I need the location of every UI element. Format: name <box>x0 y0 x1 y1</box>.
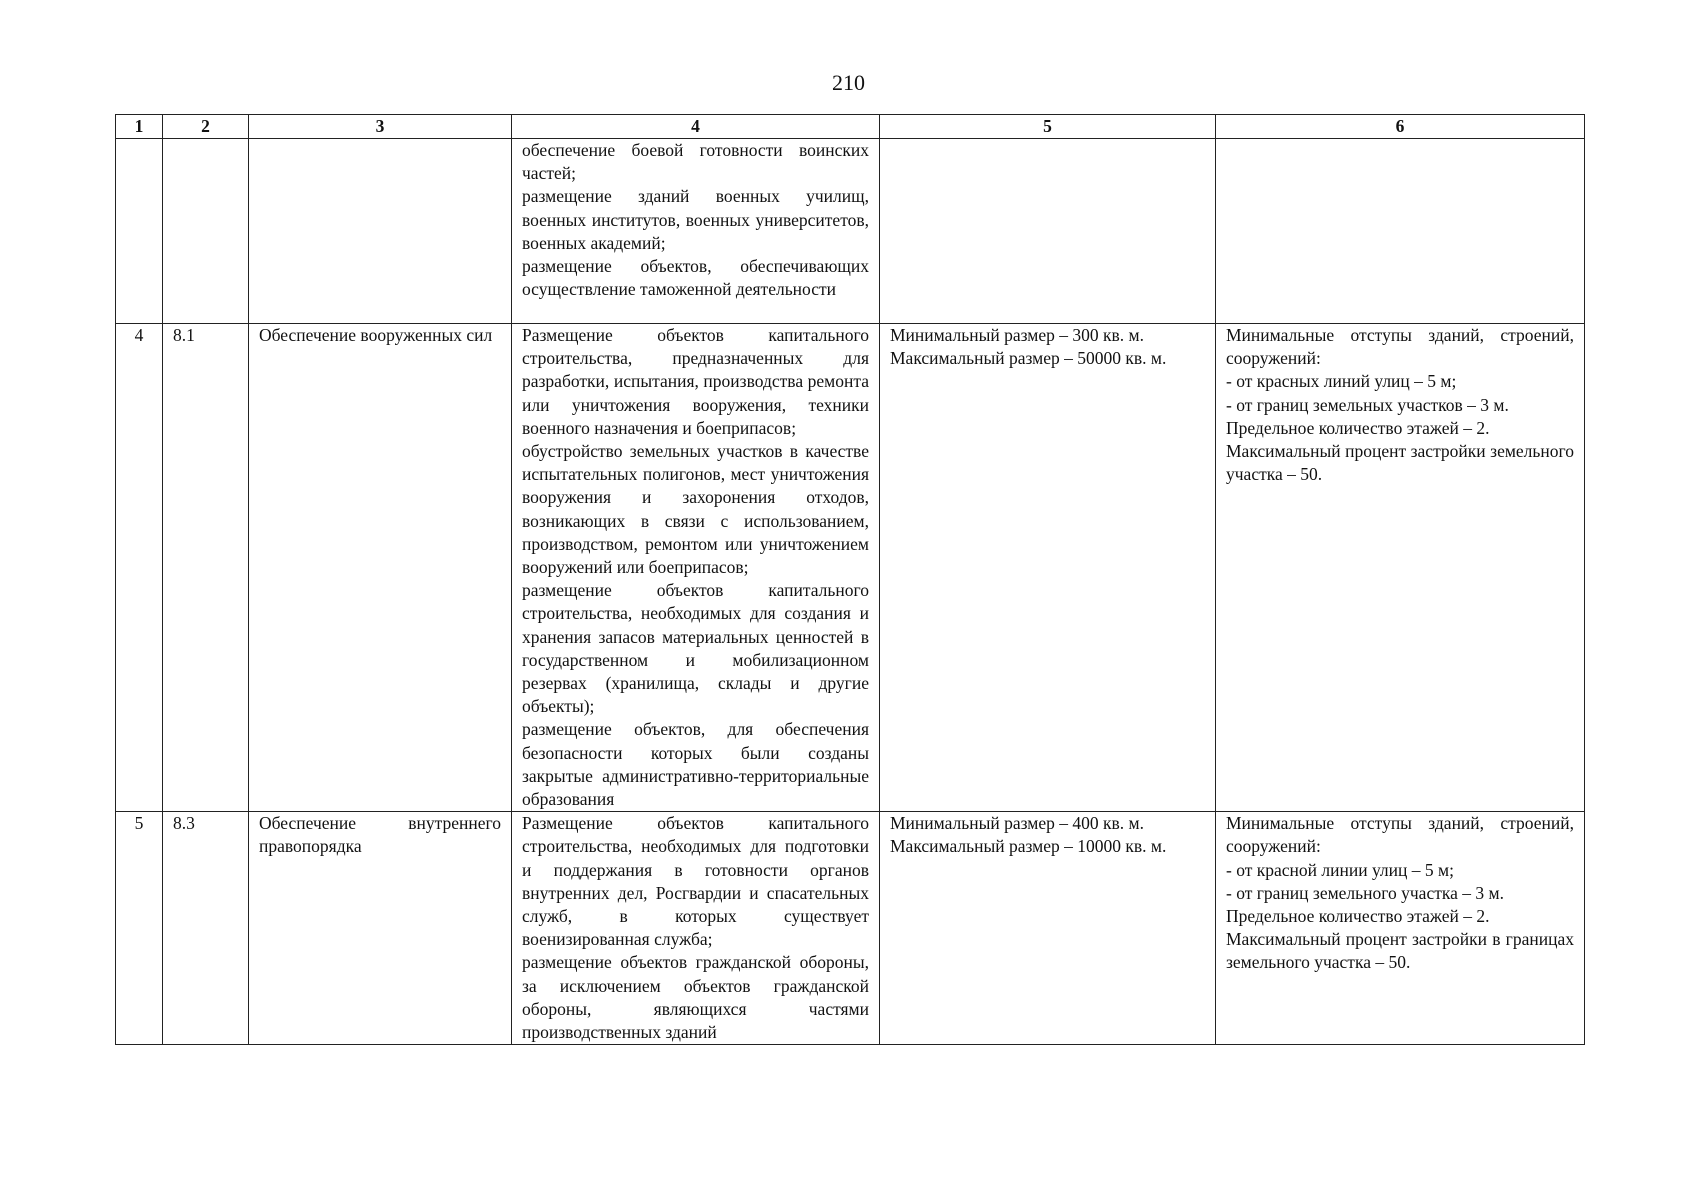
column-header: 4 <box>512 115 880 139</box>
code-cell: 8.1 <box>163 324 249 812</box>
row-number-cell: 4 <box>116 324 163 812</box>
param-line: Минимальные отступы зданий, строений, сооружений: <box>1226 325 1574 369</box>
column-header: 2 <box>163 115 249 139</box>
description-paragraph: размещение объектов капитального строительства, необходимых для создания и хранения запасов материальных ценностей в государственном и мобилизационном резервах (хранилища, склады и другие объекты); <box>522 580 869 717</box>
min-size-text: Минимальный размер – 300 кв. м. <box>890 325 1144 345</box>
description-paragraph: обеспечение боевой готовности воинских частей; <box>522 140 869 184</box>
table-header-row <box>116 115 1585 139</box>
description-cell <box>512 324 880 812</box>
max-size-text: Максимальный размер – 10000 кв. м. <box>890 836 1167 857</box>
sizes-cell <box>880 139 1216 324</box>
params-cell <box>1216 324 1585 812</box>
description-paragraph: размещение объектов, обеспечивающих осуществление таможенной деятельности <box>522 256 869 300</box>
param-line: - от границ земельных участков – 3 м. <box>1226 394 1509 415</box>
name-cell <box>249 139 512 324</box>
code-cell <box>163 139 249 324</box>
description-paragraph: размещение объектов гражданской обороны, за исключением объектов гражданской обороны, являющихся частями производственных зданий <box>522 952 869 1043</box>
sizes-cell <box>880 324 1216 812</box>
name-cell: Обеспечение вооруженных сил <box>249 324 512 812</box>
zoning-table <box>115 114 1585 1045</box>
param-line: - от границ земельного участка – 3 м. <box>1226 882 1504 903</box>
param-line: Предельное количество этажей – 2. <box>1226 906 1490 927</box>
row-number-cell: 5 <box>116 812 163 1045</box>
row-number-cell <box>116 139 163 324</box>
description-paragraph: обустройство земельных участков в качестве испытательных полигонов, мест уничтожения вооружения и захоронения отходов, возникающих в связи с использованием, производством, ремонтом или уничтожением вооружений или боеприпасов; <box>522 441 869 578</box>
params-cell <box>1216 139 1585 324</box>
param-line: - от красной линии улиц – 5 м; <box>1226 859 1454 880</box>
description-paragraph: Размещение объектов капитального строительства, предназначенных для разработки, испытания, производства ремонта или уничтожения вооружения, техники военного назначения и боеприпасов; <box>522 325 869 438</box>
column-header: 6 <box>1216 115 1585 139</box>
min-size-text: Минимальный размер – 400 кв. м. <box>890 813 1144 834</box>
param-line: - от красных линий улиц – 5 м; <box>1226 371 1457 392</box>
table-row <box>116 324 1585 812</box>
page-number: 210 <box>832 70 865 95</box>
max-size-text: Максимальный размер – 50000 кв. м. <box>890 348 1167 369</box>
column-header: 5 <box>880 115 1216 139</box>
description-cell <box>512 812 880 1045</box>
sizes-cell <box>880 812 1216 1045</box>
param-line: Минимальные отступы зданий, строений, сооружений: <box>1226 813 1574 857</box>
params-cell <box>1216 812 1585 1045</box>
name-cell: Обеспечение внутреннего правопорядка <box>249 812 512 1045</box>
column-header: 1 <box>116 115 163 139</box>
table-row <box>116 812 1585 1045</box>
param-line: Максимальный процент застройки в границах земельного участка – 50. <box>1226 929 1574 973</box>
table-row <box>116 139 1585 324</box>
column-header: 3 <box>249 115 512 139</box>
description-paragraph: размещение зданий военных училищ, военных институтов, военных университетов, военных академий; <box>522 186 869 253</box>
code-cell: 8.3 <box>163 812 249 1045</box>
param-line: Максимальный процент застройки земельного участка – 50. <box>1226 441 1574 485</box>
description-paragraph: размещение объектов, для обеспечения безопасности которых были созданы закрытые административно-территориальные образования <box>522 719 869 810</box>
description-cell <box>512 139 880 324</box>
param-line: Предельное количество этажей – 2. <box>1226 417 1490 438</box>
description-paragraph: Размещение объектов капитального строительства, необходимых для подготовки и поддержания в готовности органов внутренних дел, Росгвардии и спасательных служб, в которых существует военизированная служба; <box>522 813 869 950</box>
